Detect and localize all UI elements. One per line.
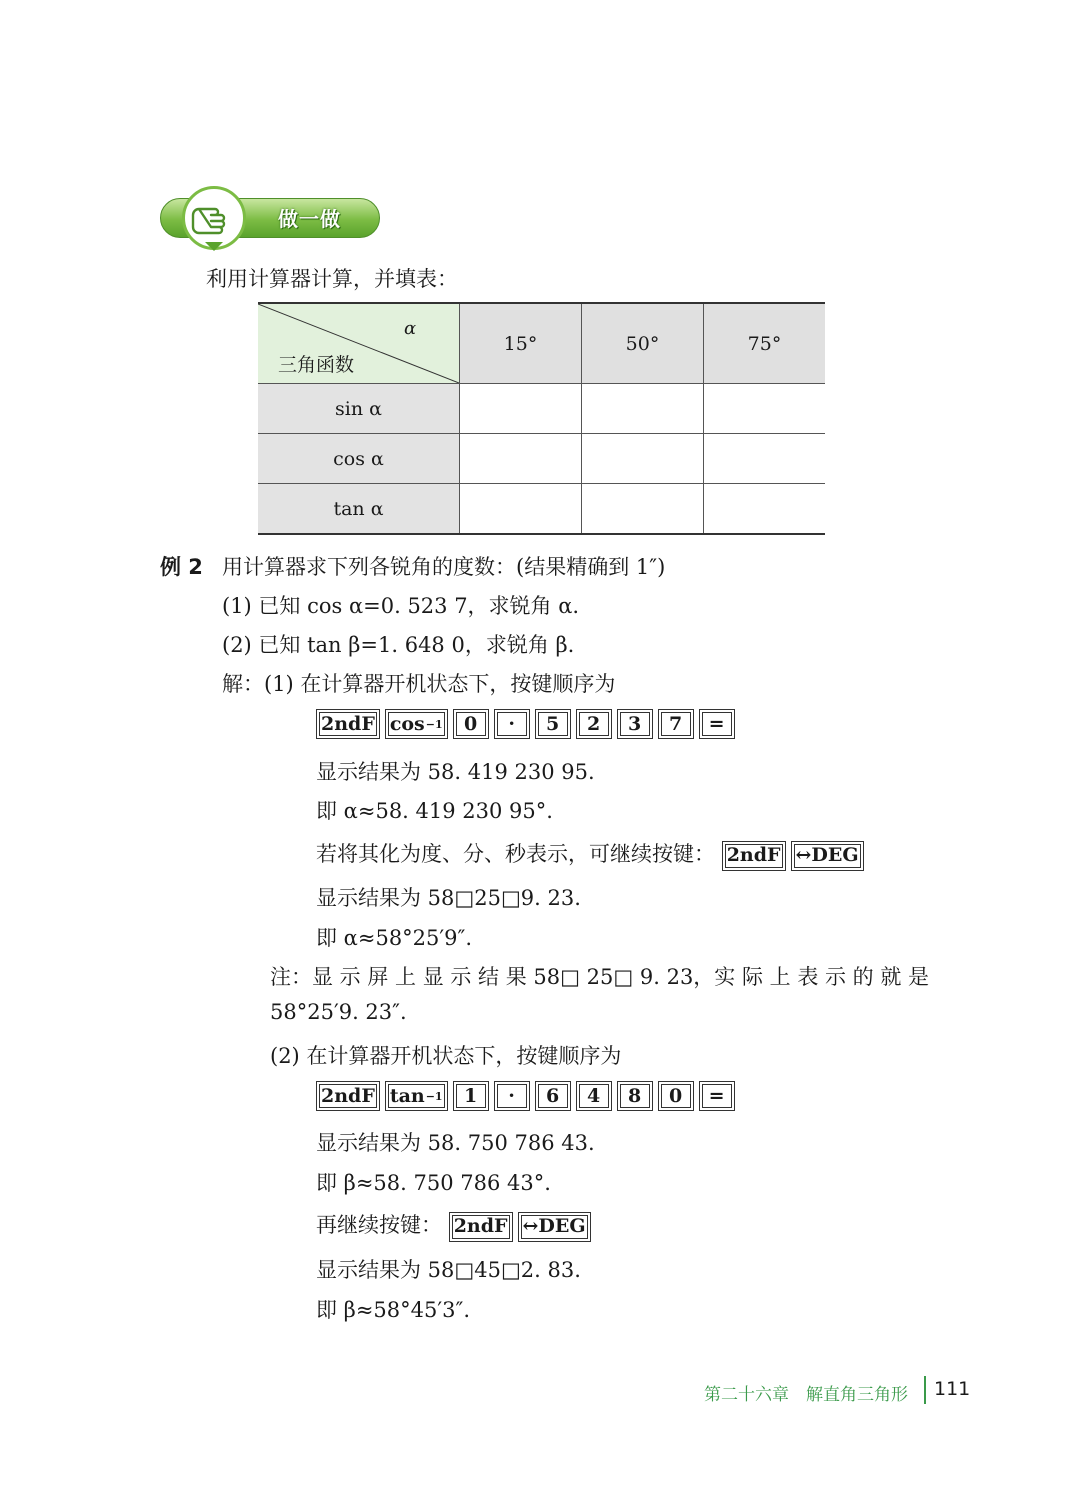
table-row: [258, 434, 825, 484]
key-digit: 6: [535, 1081, 571, 1111]
key-digit: 7: [658, 709, 694, 739]
solution-1-approx-2: 即 α≈58°25′9″.: [316, 926, 473, 950]
footer-chapter: 第二十六章 解直角三角形: [704, 1385, 908, 1405]
column-header: 15°: [460, 303, 582, 384]
key-digit: 3: [617, 709, 653, 739]
solution-2-approx: 即 β≈58. 750 786 43°.: [316, 1171, 551, 1195]
key-equals: =: [699, 709, 735, 739]
page-number: 111: [934, 1378, 971, 1400]
table-cell[interactable]: [460, 484, 582, 535]
question-2: (2) 已知 tan β=1. 648 0，求锐角 β.: [222, 633, 575, 657]
solution-2-intro: (2) 在计算器开机状态下，按键顺序为: [270, 1044, 622, 1068]
key-2ndf: 2ndF: [316, 1081, 380, 1111]
key-label: tan: [389, 1084, 425, 1107]
key-2ndf: 2ndF: [316, 709, 380, 739]
key-digit: 1: [453, 1081, 489, 1111]
key-digit: 0: [658, 1081, 694, 1111]
corner-function-label: 三角函数: [278, 354, 355, 376]
row-header: [258, 434, 460, 484]
column-header: 50°: [582, 303, 704, 384]
solution-2-result: 显示结果为 58. 750 786 43.: [316, 1131, 595, 1155]
key-2ndf: 2ndF: [449, 1212, 513, 1242]
example-prompt: 用计算器求下列各锐角的度数：(结果精确到 1″): [222, 555, 666, 579]
table-cell[interactable]: [460, 384, 582, 434]
solution-1-result: 显示结果为 58. 419 230 95.: [316, 760, 595, 784]
key-digit: 5: [535, 709, 571, 739]
table-cell[interactable]: [704, 484, 826, 535]
table-cell[interactable]: [460, 434, 582, 484]
key-digit: 8: [617, 1081, 653, 1111]
solution-2-approx-2: 即 β≈58°45′3″.: [316, 1298, 471, 1322]
table-cell[interactable]: [704, 384, 826, 434]
solution-1-result-2: 显示结果为 58□25□9. 23.: [316, 886, 581, 910]
footer-separator: [924, 1376, 926, 1404]
example-label: 例 2: [160, 555, 203, 579]
key-superscript: −1: [425, 717, 443, 731]
solution-1-approx: 即 α≈58. 419 230 95°.: [316, 799, 553, 823]
table-row: [258, 384, 825, 434]
key-2ndf: 2ndF: [722, 841, 786, 871]
column-header: 75°: [704, 303, 826, 384]
key-digit: 2: [576, 709, 612, 739]
key-sequence-2: [316, 1081, 735, 1111]
note-line-2: 58°25′9. 23″.: [270, 1000, 407, 1024]
key-superscript: −1: [425, 1089, 443, 1103]
note-line-1: 注：显 示 屏 上 显 示 结 果 58□ 25□ 9. 23，实 际 上 表 示 的 就 是: [270, 965, 930, 989]
key-label: cos: [389, 712, 425, 735]
corner-alpha-label: α: [404, 318, 417, 339]
table-header-row: [258, 303, 825, 384]
convert-text: 再继续按键：: [316, 1213, 442, 1237]
key-sequence-1: [316, 709, 735, 739]
convert-text: 若将其化为度、分、秒表示，可继续按键：: [316, 842, 715, 866]
intro-text: 利用计算器计算，并填表：: [206, 267, 458, 291]
row-header: [258, 484, 460, 535]
convert-keys: [449, 1212, 591, 1242]
banner-icon-circle: [182, 186, 246, 250]
trig-table: [258, 302, 825, 535]
table-cell[interactable]: [582, 434, 704, 484]
row-label: cos α: [333, 447, 384, 470]
key-digit: 0: [453, 709, 489, 739]
solution-2-convert: [316, 1209, 591, 1242]
convert-keys: [722, 841, 864, 871]
row-header: [258, 384, 460, 434]
question-1: (1) 已知 cos α=0. 523 7，求锐角 α.: [222, 594, 580, 618]
key-equals: =: [699, 1081, 735, 1111]
table-cell[interactable]: [582, 484, 704, 535]
table-corner-cell: [258, 303, 460, 384]
key-deg-convert: ↔DEG: [791, 841, 864, 871]
banner-title: 做一做: [278, 207, 341, 231]
key-decimal-point: ·: [494, 1081, 530, 1111]
solution-1-convert: [316, 838, 864, 871]
key-digit: 4: [576, 1081, 612, 1111]
key-decimal-point: ·: [494, 709, 530, 739]
row-label: sin α: [335, 397, 382, 420]
key-tan-inverse: [385, 1081, 448, 1111]
table-row: [258, 484, 825, 535]
key-deg-convert: ↔DEG: [518, 1212, 591, 1242]
row-label: tan α: [333, 497, 384, 520]
key-cos-inverse: [385, 709, 448, 739]
solution-1-intro: 解：(1) 在计算器开机状态下，按键顺序为: [222, 672, 616, 696]
activity-banner: [160, 186, 382, 256]
solution-2-result-2: 显示结果为 58□45□2. 83.: [316, 1258, 581, 1282]
table-cell[interactable]: [582, 384, 704, 434]
banner-tip: [205, 242, 223, 251]
pointing-hand-icon: [185, 189, 243, 247]
table-cell[interactable]: [704, 434, 826, 484]
